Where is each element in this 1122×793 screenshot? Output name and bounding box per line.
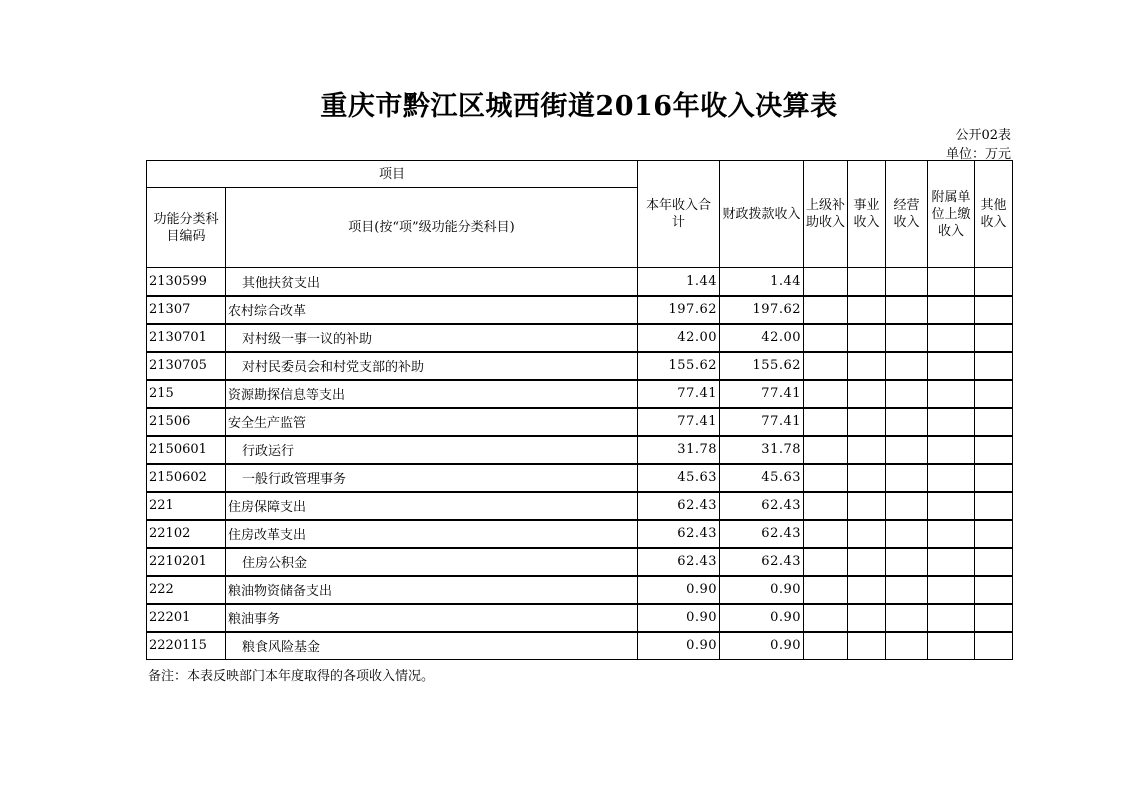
row-code: 2130701	[147, 324, 226, 352]
row-affiliated	[928, 604, 975, 632]
row-name: 住房保障支出	[226, 492, 638, 520]
row-business	[848, 492, 886, 520]
row-fiscal: 0.90	[720, 576, 804, 604]
row-fiscal: 62.43	[720, 492, 804, 520]
row-superior	[804, 520, 848, 548]
header-total: 本年收入合计	[638, 161, 720, 268]
row-code: 22201	[147, 604, 226, 632]
row-affiliated	[928, 520, 975, 548]
row-affiliated	[928, 492, 975, 520]
row-superior	[804, 324, 848, 352]
page-title: 重庆市黔江区城西街道2016年收入决算表	[320, 91, 838, 122]
row-total: 31.78	[638, 436, 720, 464]
header-operating: 经营收入	[886, 161, 928, 268]
row-other	[975, 268, 1013, 296]
row-business	[848, 520, 886, 548]
row-fiscal: 155.62	[720, 352, 804, 380]
row-operating	[886, 268, 928, 296]
row-affiliated	[928, 296, 975, 324]
header-superior: 上级补助收入	[804, 161, 848, 268]
row-name: 住房公积金	[226, 548, 638, 576]
row-name: 对村级一事一议的补助	[226, 324, 638, 352]
row-fiscal: 62.43	[720, 548, 804, 576]
row-name: 对村民委员会和村党支部的补助	[226, 352, 638, 380]
header-business: 事业收入	[848, 161, 886, 268]
row-code: 222	[147, 576, 226, 604]
row-total: 62.43	[638, 520, 720, 548]
income-table	[146, 160, 1013, 660]
row-total: 77.41	[638, 408, 720, 436]
row-operating	[886, 464, 928, 492]
row-fiscal: 62.43	[720, 520, 804, 548]
row-affiliated	[928, 436, 975, 464]
header-name: 项目(按“项”级功能分类科目)	[226, 188, 638, 268]
table-row	[147, 464, 1013, 492]
row-operating	[886, 324, 928, 352]
row-name: 粮油事务	[226, 604, 638, 632]
row-business	[848, 296, 886, 324]
row-other	[975, 324, 1013, 352]
row-affiliated	[928, 632, 975, 660]
row-business	[848, 576, 886, 604]
row-operating	[886, 380, 928, 408]
row-code: 221	[147, 492, 226, 520]
table-body	[147, 268, 1013, 660]
row-code: 2220115	[147, 632, 226, 660]
row-operating	[886, 436, 928, 464]
form-code: 公开02表	[955, 128, 1011, 143]
unit-label: 单位：万元	[945, 147, 1011, 162]
row-superior	[804, 492, 848, 520]
row-name: 资源勘探信息等支出	[226, 380, 638, 408]
row-superior	[804, 464, 848, 492]
row-operating	[886, 408, 928, 436]
row-total: 45.63	[638, 464, 720, 492]
row-other	[975, 380, 1013, 408]
row-name: 安全生产监管	[226, 408, 638, 436]
row-code: 215	[147, 380, 226, 408]
row-other	[975, 436, 1013, 464]
header-project: 项目	[147, 161, 638, 188]
row-fiscal: 45.63	[720, 464, 804, 492]
row-other	[975, 576, 1013, 604]
row-operating	[886, 604, 928, 632]
row-operating	[886, 520, 928, 548]
row-business	[848, 324, 886, 352]
row-fiscal: 0.90	[720, 604, 804, 632]
row-affiliated	[928, 324, 975, 352]
row-superior	[804, 408, 848, 436]
row-other	[975, 296, 1013, 324]
row-fiscal: 1.44	[720, 268, 804, 296]
row-other	[975, 632, 1013, 660]
row-other	[975, 352, 1013, 380]
header-code: 功能分类科目编码	[147, 188, 226, 268]
row-other	[975, 492, 1013, 520]
table-row	[147, 352, 1013, 380]
row-other	[975, 464, 1013, 492]
row-code: 21307	[147, 296, 226, 324]
row-name: 粮油物资储备支出	[226, 576, 638, 604]
row-other	[975, 604, 1013, 632]
row-affiliated	[928, 464, 975, 492]
row-code: 22102	[147, 520, 226, 548]
row-total: 0.90	[638, 604, 720, 632]
row-code: 2130599	[147, 268, 226, 296]
table-row	[147, 492, 1013, 520]
header-other: 其他收入	[975, 161, 1013, 268]
table-row	[147, 296, 1013, 324]
row-code: 2150601	[147, 436, 226, 464]
row-business	[848, 408, 886, 436]
row-affiliated	[928, 380, 975, 408]
row-business	[848, 548, 886, 576]
row-total: 62.43	[638, 548, 720, 576]
row-operating	[886, 492, 928, 520]
footnote: 备注：本表反映部门本年度取得的各项收入情况。	[148, 669, 435, 684]
table-row	[147, 268, 1013, 296]
row-operating	[886, 296, 928, 324]
row-code: 2210201	[147, 548, 226, 576]
row-affiliated	[928, 548, 975, 576]
row-superior	[804, 380, 848, 408]
table-row	[147, 520, 1013, 548]
row-superior	[804, 548, 848, 576]
row-name: 粮食风险基金	[226, 632, 638, 660]
row-operating	[886, 632, 928, 660]
row-business	[848, 352, 886, 380]
row-superior	[804, 296, 848, 324]
row-superior	[804, 632, 848, 660]
row-name: 行政运行	[226, 436, 638, 464]
row-business	[848, 604, 886, 632]
row-name: 住房改革支出	[226, 520, 638, 548]
row-affiliated	[928, 352, 975, 380]
row-total: 155.62	[638, 352, 720, 380]
table-row	[147, 604, 1013, 632]
row-name: 其他扶贫支出	[226, 268, 638, 296]
row-other	[975, 548, 1013, 576]
row-business	[848, 436, 886, 464]
table-row	[147, 380, 1013, 408]
row-operating	[886, 352, 928, 380]
row-name: 一般行政管理事务	[226, 464, 638, 492]
row-other	[975, 408, 1013, 436]
table-row	[147, 324, 1013, 352]
row-fiscal: 42.00	[720, 324, 804, 352]
row-business	[848, 268, 886, 296]
row-code: 2130705	[147, 352, 226, 380]
row-fiscal: 0.90	[720, 632, 804, 660]
row-affiliated	[928, 268, 975, 296]
row-code: 2150602	[147, 464, 226, 492]
row-operating	[886, 548, 928, 576]
row-fiscal: 77.41	[720, 408, 804, 436]
row-total: 197.62	[638, 296, 720, 324]
row-superior	[804, 268, 848, 296]
row-affiliated	[928, 576, 975, 604]
row-total: 62.43	[638, 492, 720, 520]
row-superior	[804, 352, 848, 380]
row-fiscal: 197.62	[720, 296, 804, 324]
row-affiliated	[928, 408, 975, 436]
row-code: 21506	[147, 408, 226, 436]
table-row	[147, 548, 1013, 576]
row-business	[848, 380, 886, 408]
row-total: 42.00	[638, 324, 720, 352]
table-row	[147, 576, 1013, 604]
row-business	[848, 632, 886, 660]
row-superior	[804, 604, 848, 632]
table-row	[147, 436, 1013, 464]
row-operating	[886, 576, 928, 604]
row-total: 77.41	[638, 380, 720, 408]
row-total: 0.90	[638, 632, 720, 660]
row-total: 1.44	[638, 268, 720, 296]
header-affiliated: 附属单位上缴收入	[928, 161, 975, 268]
row-other	[975, 520, 1013, 548]
table-row	[147, 408, 1013, 436]
row-superior	[804, 436, 848, 464]
row-superior	[804, 576, 848, 604]
table-row	[147, 632, 1013, 660]
header-fiscal: 财政拨款收入	[720, 161, 804, 268]
row-total: 0.90	[638, 576, 720, 604]
row-fiscal: 77.41	[720, 380, 804, 408]
row-business	[848, 464, 886, 492]
row-fiscal: 31.78	[720, 436, 804, 464]
row-name: 农村综合改革	[226, 296, 638, 324]
